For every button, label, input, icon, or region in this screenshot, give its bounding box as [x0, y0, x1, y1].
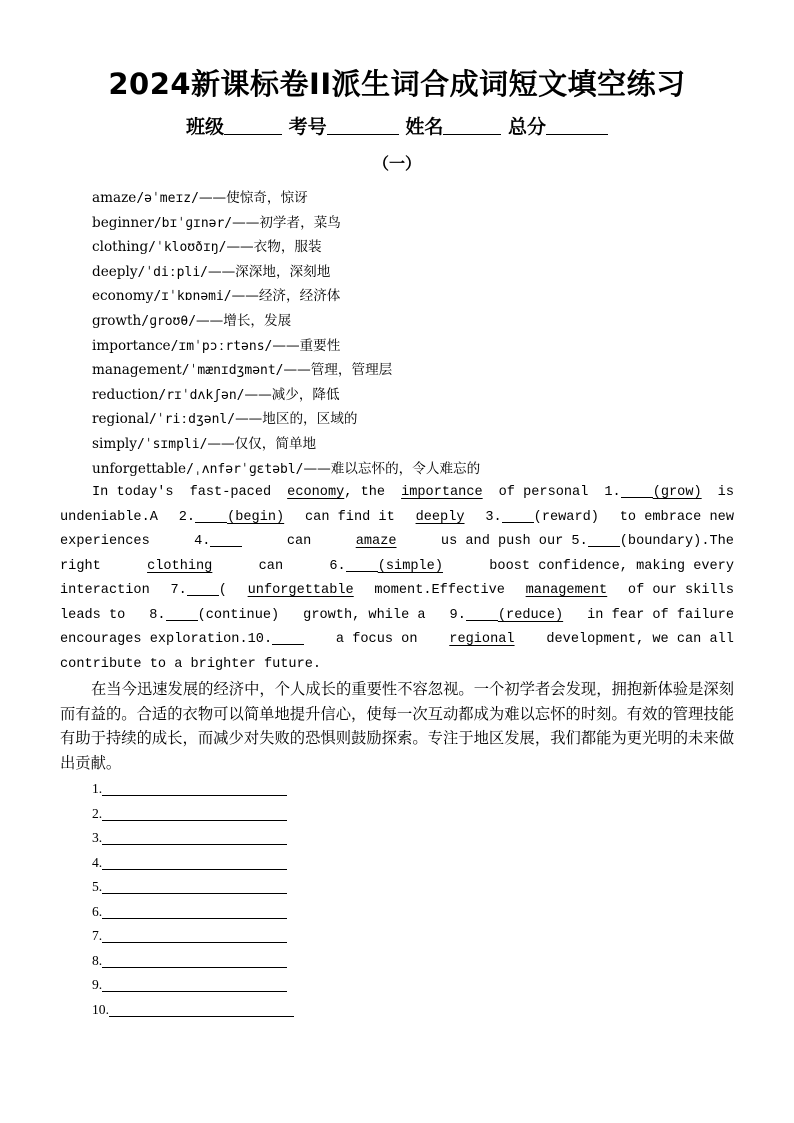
blank-4[interactable]: [210, 532, 242, 547]
score-field[interactable]: [546, 117, 608, 135]
answer-line[interactable]: 9.: [92, 973, 294, 998]
vocab-item: amaze/əˈmeɪz/——使惊奇，惊讶: [92, 190, 308, 206]
vocab-item: beginner/bɪˈɡɪnər/——初学者，菜鸟: [92, 214, 341, 231]
vocabulary-list: [92, 186, 480, 481]
blank-7[interactable]: [187, 581, 219, 596]
vocab-item: importance/ɪmˈpɔːrtəns/——重要性: [92, 337, 341, 354]
passage-line: leads to 8. (continue) growth, while a 9. (reduce) in fear of failure: [60, 607, 734, 623]
answer-line[interactable]: 10.: [92, 998, 294, 1023]
answer-line[interactable]: 8.: [92, 949, 294, 974]
passage-line: In today's fast-paced economy, the importance of personal 1. (grow) is: [92, 485, 734, 500]
answer-line[interactable]: 2.: [92, 802, 294, 827]
passage-line: contribute to a brighter future.: [60, 656, 322, 672]
blank-1[interactable]: [621, 483, 653, 498]
vocab-item: simply/ˈsɪmpli/——仅仅，简单地: [92, 435, 317, 452]
passage-line: encourages exploration.10. a focus on regional development, we can all: [60, 632, 734, 647]
class-field[interactable]: [224, 117, 282, 135]
blank-2[interactable]: [195, 508, 227, 523]
blank-10[interactable]: [272, 630, 304, 645]
chinese-translation: 在当今迅速发展的经济中，个人成长的重要性不容忽视。一个初学者会发现，拥抱新体验是深刻而有益的。合适的衣物可以简单地提升信心，使每一次互动都成为难以忘怀的时刻。有效的管理技能有助于持续的成长，而减少对失败的恐惧则鼓励探索。专注于地区发展，我们都能为更光明的未来做出贡献。: [60, 680, 734, 772]
vocab-item: growth/ɡroʊθ/——增长，发展: [92, 312, 292, 329]
vocab-item: management/ˈmænɪdʒmənt/——管理，管理层: [92, 362, 393, 379]
answer-line[interactable]: 7.: [92, 924, 294, 949]
vocab-item: regional/ˈriːdʒənl/——地区的，区域的: [92, 411, 358, 428]
passage-line: interaction 7. ( unforgettable moment.Effective management of our skills: [60, 583, 734, 598]
name-label: 姓名: [405, 116, 444, 138]
answer-line[interactable]: 1.: [92, 777, 294, 802]
blank-8[interactable]: [166, 606, 198, 621]
vocab-item: reduction/rɪˈdʌkʃən/——减少，降低: [92, 386, 340, 403]
answer-line[interactable]: 5.: [92, 875, 294, 900]
answer-line[interactable]: 6.: [92, 900, 294, 925]
passage-line: experiences 4. can amaze us and push our 5. (boundary).The: [60, 534, 734, 549]
section-heading: （一）: [372, 154, 421, 173]
cloze-passage: [60, 481, 734, 677]
blank-3[interactable]: [502, 508, 534, 523]
vocab-item: clothing/ˈkloʊðɪŋ/——衣物，服装: [92, 239, 322, 256]
answer-line[interactable]: 3.: [92, 826, 294, 851]
answer-lines: [92, 777, 294, 1022]
blank-5[interactable]: [588, 532, 620, 547]
vocab-item: deeply/ˈdiːpli/——深深地，深刻地: [92, 263, 331, 280]
student-info-row: [0, 112, 794, 139]
blank-6[interactable]: [346, 557, 378, 572]
vocab-item: economy/ɪˈkɒnəmi/——经济，经济体: [92, 288, 341, 305]
score-label: 总分: [507, 116, 546, 138]
page-title: 2024新课标卷II派生词合成词短文填空练习: [108, 67, 686, 101]
passage-line: right clothing can 6. (simple) boost confidence, making every: [60, 558, 734, 574]
name-field[interactable]: [443, 117, 501, 135]
exam-number-label: 考号: [288, 116, 327, 138]
passage-line: undeniable.A 2. (begin) can find it deeply 3. (reward) to embrace new: [60, 509, 734, 525]
exam-number-field[interactable]: [327, 117, 399, 135]
blank-9[interactable]: [466, 606, 498, 621]
answer-line[interactable]: 4.: [92, 851, 294, 876]
class-label: 班级: [186, 116, 225, 138]
vocab-item: unforgettable/ˌʌnfərˈɡɛtəbl/——难以忘怀的，令人难忘的: [92, 460, 481, 477]
